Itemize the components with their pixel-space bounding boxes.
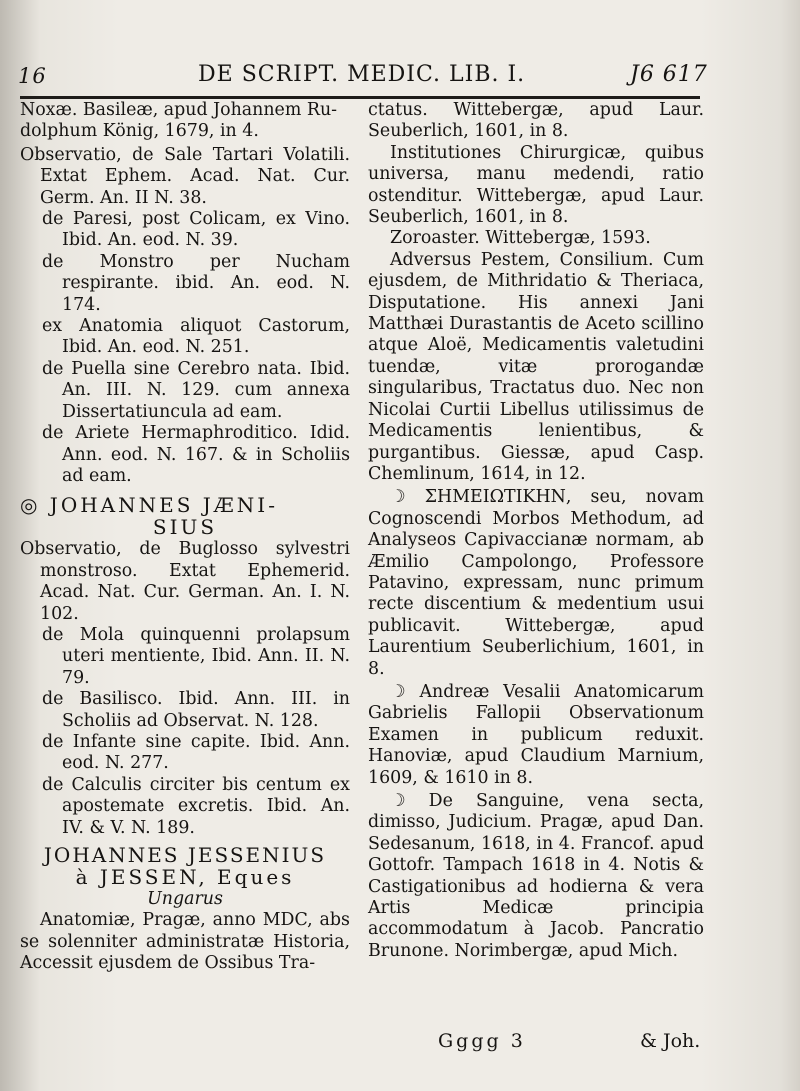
left-page-number: 16 — [18, 64, 47, 88]
author-heading-jaenisius-2: SIUS — [152, 515, 218, 540]
entry: Anatomiæ, Pragæ, anno MDC, abs se solenniter administratæ Historia, Accessit ejusdem de Ossibus Tra- — [20, 910, 350, 974]
entry: de Calculis circiter bis centum ex apostemate excretis. Ibid. An. IV. & V. N. 189. — [42, 774, 350, 838]
running-header — [18, 58, 718, 90]
entry: Institutiones Chirurgicæ, quibus universa, manu medendi, ratio ostenditur. Wittebergæ, apud Laur. Seuberlich, 1601, in 8. — [368, 142, 704, 228]
marked-entry: ☽ Andreæ Vesalii Anatomicarum Gabrielis Fallopii Observationum Examen in publicum reduxit. Hanoviæ, apud Claudium Marnium, 1609, & 1610 in 8. — [368, 681, 704, 788]
entry: de Infante sine capite. Ibid. Ann. eod. N. 277. — [42, 731, 350, 774]
right-column — [368, 100, 704, 962]
entry: Adversus Pestem, Consilium. Cum ejusdem, de Mithridatio & Theriaca, Disputatione. His annexi Jani Matthæi Durastantis de Aceto scillino atque Aloë, Medicamentis valetudini tuendæ, vitæ prorogandæ singularibus, Tractatus duo. Nec non Nicolai Curtii Libellus utilissimus de Medicamentis lenientibus, & purgantibus. Giessæ, apud Casp. Chemlinum, 1614, in 12. — [368, 249, 704, 484]
author-heading-jessenius: JOHANNES JESSENIUS — [43, 843, 327, 867]
author-heading-jaenisius: ◎ JOHANNES JÆNI- — [20, 493, 278, 518]
marked-entry: ☽ ΣΗΜΕΙΩΤΙΚΗΝ, seu, novam Cognoscendi Morbos Methodum, ad Analyseos Capivaccianæ normam, ab Æmilio Campolongo, Professore Patavino, expressam, nunc primum recte discentium & medentium usui publicavit. Wittebergæ, apud Laurentium Seuberlichium, 1601, in 8. — [368, 487, 704, 679]
entry: Observatio, de Buglosso sylvestri monstroso. Extat Ephemerid. Acad. Nat. Cur. German. An. I. N. 102. — [20, 539, 350, 624]
right-page-number: J6 617 — [630, 62, 708, 87]
entry: de Basilisco. Ibid. Ann. III. in Scholiis ad Observat. N. 128. — [42, 689, 350, 731]
catchword: & Joh. — [640, 1030, 701, 1052]
header-rule — [20, 96, 700, 99]
signature-mark: Gggg 3 — [438, 1030, 526, 1052]
entry: de Paresi, post Colicam, ex Vino. Ibid. An. eod. N. 39. — [42, 209, 350, 251]
author-heading-jessenius-3: Ungarus — [147, 889, 223, 909]
entry: de Puella sine Cerebro nata. Ibid. An. III. N. 129. cum annexa Dissertatiuncula ad eam. — [42, 358, 350, 422]
entry: de Ariete Hermaphroditico. Idid. Ann. eod. N. 167. & in Scholiis ad eam. — [42, 423, 350, 486]
author-heading-jessenius-2: à JESSEN, Eques — [75, 865, 295, 889]
entry: de Mola quinquenni prolapsum uteri mentiente, Ibid. Ann. II. N. 79. — [42, 624, 350, 688]
entry: ex Anatomia aliquot Castorum, Ibid. An. eod. N. 251. — [42, 316, 350, 358]
left-line: dolphum König, 1679, in 4. — [20, 121, 259, 142]
left-line: Noxæ. Basileæ, apud Johannem Ru- — [20, 100, 338, 120]
running-title: DE SCRIPT. MEDIC. LIB. I. — [198, 62, 526, 87]
entry: de Monstro per Nucham respirante. ibid. An. eod. N. 174. — [42, 251, 350, 315]
entry: Observatio, de Sale Tartari Volatili. Extat Ephem. Acad. Nat. Cur. Germ. An. II N. 38. — [20, 144, 350, 208]
right-text: ctatus. Wittebergæ, apud Laur. Seuberlich, 1601, in 8. — [368, 100, 704, 142]
left-column — [20, 100, 350, 975]
marked-entry: ☽ De Sanguine, vena secta, dimisso, Judicium. Pragæ, apud Dan. Sedesanum, 1618, in 4. Francof. apud Gottofr. Tampach 1618 in 4. Notis & Castigationibus ad hodierna & vera Artis Medicæ principia accommodatum à Jacob. Pancratio Brunone. Norimbergæ, apud Mich. — [368, 791, 704, 961]
entry: Zoroaster. Wittebergæ, 1593. — [390, 228, 651, 249]
